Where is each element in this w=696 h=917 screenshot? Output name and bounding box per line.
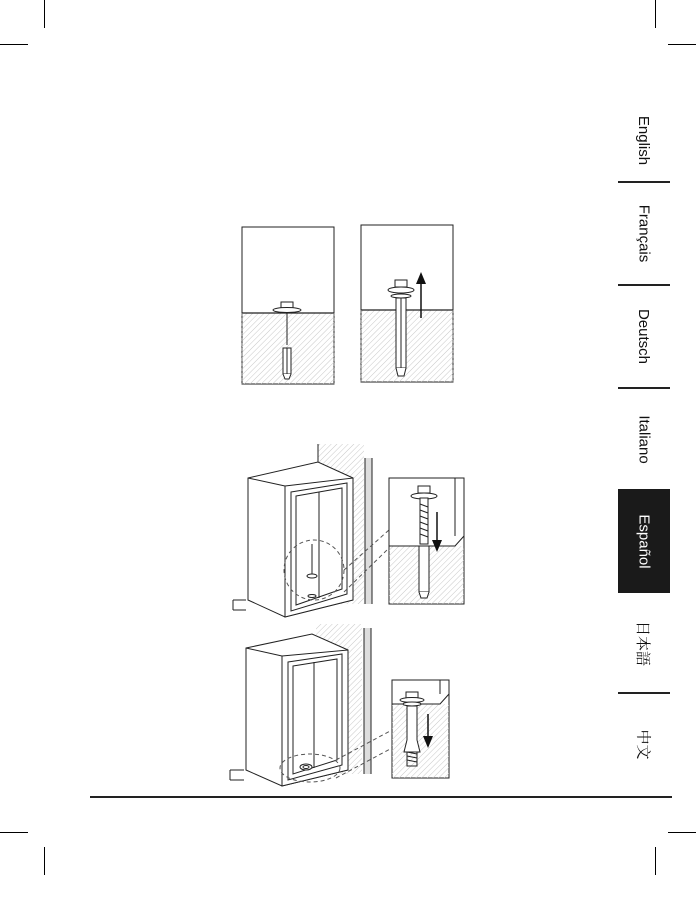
tab-label: Italiano [635,414,653,464]
anchor-bolt-placement-figure [242,227,334,384]
cabinet-anchor-insert-figure [233,444,464,617]
tab-label: Español [635,513,653,569]
cabinet-icon [248,462,353,617]
anchor-bolt-lift-figure [361,225,453,382]
tab-label: Deutsch [635,308,653,364]
tab-label: Français [635,204,653,262]
tab-label: 日本語 [634,620,652,666]
tab-label: English [635,115,653,165]
tab-label: 中文 [634,728,652,760]
cabinet-icon [246,634,348,786]
cabinet-anchor-tighten-figure [230,624,449,786]
